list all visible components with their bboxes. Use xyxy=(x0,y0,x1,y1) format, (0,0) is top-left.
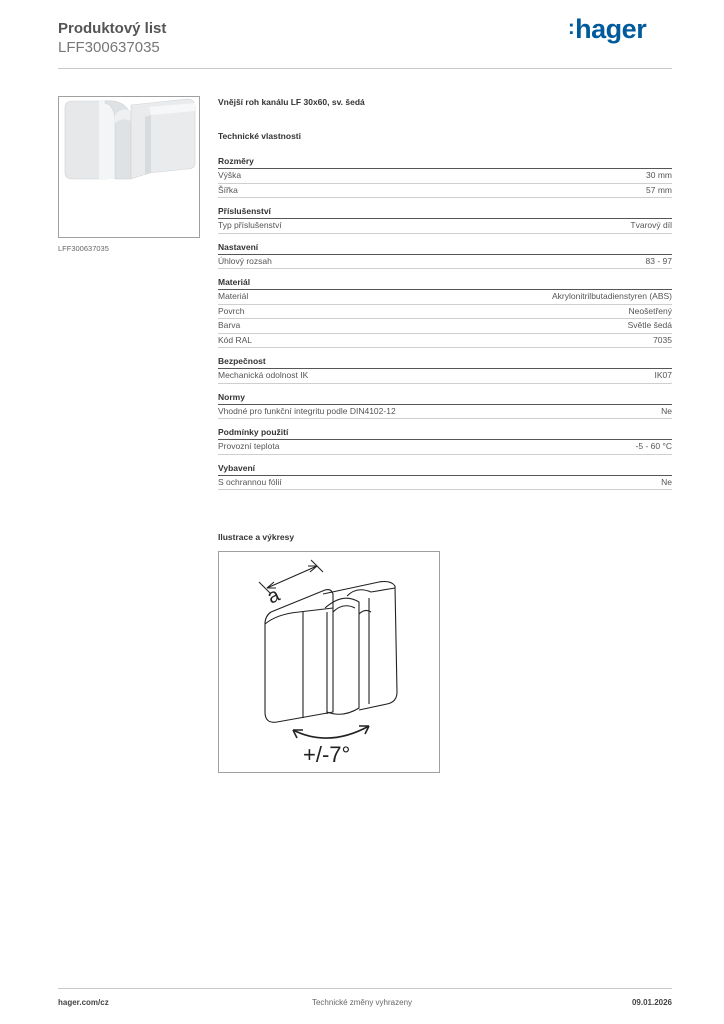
spec-label: Šířka xyxy=(218,184,238,195)
product-code: LFF300637035 xyxy=(58,39,160,56)
spec-group-title: Vybavení xyxy=(218,463,672,476)
spec-value: 57 mm xyxy=(646,184,672,195)
spec-value: -5 - 60 °C xyxy=(635,441,672,451)
page-title: Produktový list xyxy=(58,20,167,37)
brand-logo: :hager xyxy=(568,14,647,44)
spec-group-material xyxy=(218,277,672,348)
footer-date: 09.01.2026 xyxy=(631,998,672,1007)
footer-notice: Technické změny vyhrazeny xyxy=(311,998,413,1007)
spec-group-title: Příslušenství xyxy=(218,206,672,219)
spec-group-safety xyxy=(218,356,672,384)
spec-group-conditions xyxy=(218,427,672,455)
spec-group-standards xyxy=(218,392,672,420)
spec-group-title: Podmínky použití xyxy=(218,427,672,440)
technical-properties-heading: Technické vlastnosti xyxy=(218,131,301,141)
spec-group-title: Bezpečnost xyxy=(218,356,672,369)
spec-label: Úhlový rozsah xyxy=(218,255,272,266)
spec-row xyxy=(218,219,672,234)
product-photo xyxy=(58,96,200,238)
spec-value: Světle šedá xyxy=(627,320,672,330)
spec-label: Vhodné pro funkční integritu podle DIN4102-12 xyxy=(218,405,396,416)
product-image xyxy=(59,97,199,237)
corner-drawing xyxy=(219,552,439,772)
spec-group-title: Materiál xyxy=(218,277,672,290)
header-divider xyxy=(58,68,672,69)
rotation-arc xyxy=(293,726,369,738)
spec-label: Typ příslušenství xyxy=(218,220,282,230)
spec-row xyxy=(218,369,672,384)
spec-group-equipment xyxy=(218,463,672,491)
spec-label: Mechanická odolnost IK xyxy=(218,370,309,380)
spec-value: 83 - 97 xyxy=(645,255,672,266)
illustrations-heading: Ilustrace a výkresy xyxy=(218,532,295,542)
spec-row xyxy=(218,305,672,320)
spec-value: Ne xyxy=(661,405,672,416)
spec-row xyxy=(218,169,672,184)
spec-row xyxy=(218,476,672,491)
spec-row xyxy=(218,184,672,199)
angle-label: +/-7° xyxy=(303,742,351,767)
spec-row xyxy=(218,255,672,270)
spec-value: Tvarový díl xyxy=(630,220,672,230)
spec-group-title: Nastavení xyxy=(218,242,672,255)
spec-label: Kód RAL xyxy=(218,334,253,345)
spec-value: 30 mm xyxy=(646,170,672,180)
spec-row xyxy=(218,290,672,305)
dimension-line xyxy=(267,566,317,588)
spec-value: Neošetřený xyxy=(628,305,672,316)
product-name: Vnější roh kanálu LF 30x60, sv. šedá xyxy=(218,97,365,107)
spec-row xyxy=(218,319,672,334)
spec-group-title: Rozměry xyxy=(218,156,672,169)
spec-label: S ochrannou fólií xyxy=(218,476,282,487)
spec-label: Výška xyxy=(218,170,242,180)
spec-group-title: Normy xyxy=(218,392,672,405)
photo-caption: LFF300637035 xyxy=(58,244,109,253)
footer-divider xyxy=(58,988,672,989)
spec-label: Provozní teplota xyxy=(218,441,280,451)
spec-value: Ne xyxy=(661,476,672,487)
footer-website-link[interactable]: hager.com/cz xyxy=(58,998,109,1007)
spec-label: Barva xyxy=(218,320,241,330)
spec-group-accessories xyxy=(218,206,672,234)
technical-drawing xyxy=(218,551,440,773)
spec-group-settings xyxy=(218,242,672,270)
spec-value: 7035 xyxy=(653,334,672,345)
spec-row xyxy=(218,334,672,349)
spec-label: Materiál xyxy=(218,291,249,301)
spec-table xyxy=(218,156,672,498)
spec-row xyxy=(218,405,672,420)
spec-row xyxy=(218,440,672,455)
dimension-label: a xyxy=(263,583,284,609)
spec-group-dimensions xyxy=(218,156,672,198)
spec-value: Akrylonitrilbutadienstyren (ABS) xyxy=(552,291,672,301)
spec-value: IK07 xyxy=(654,370,672,380)
spec-label: Povrch xyxy=(218,305,245,316)
